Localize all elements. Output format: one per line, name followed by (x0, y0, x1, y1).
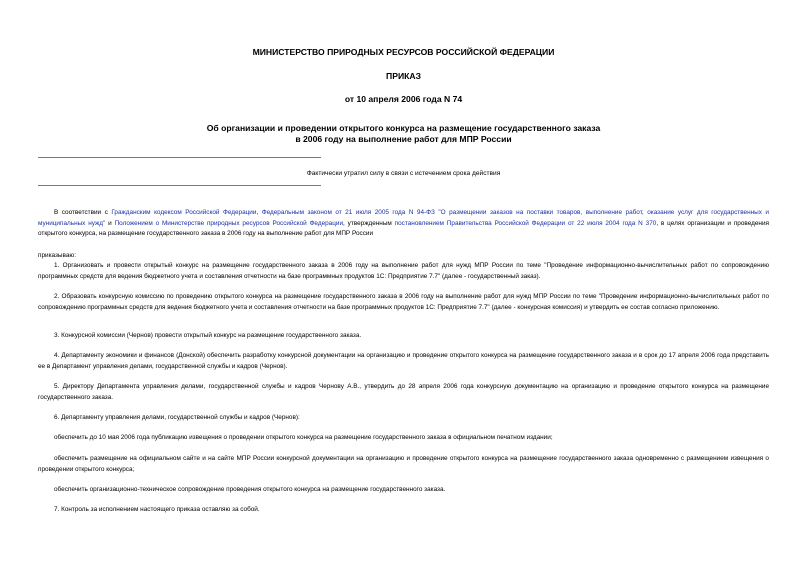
item-1: 1. Организовать и провести открытый конкурс на размещение государственного заказа в 2006 году на выполнение работ для нужд МПР России по теме "Проведение информационно-вычислительных работ по сопровождению программных средств для ведения бюджетного учета и составления отчетности на базе программных продуктов 1С: Предприятие 7.7" (далее - государственный заказ). (38, 262, 769, 280)
orders-word: приказываю: (38, 252, 76, 259)
preamble-text-3: и (105, 219, 115, 227)
government-resolution-link[interactable]: постановлением Правительства Российской Федерации от 22 июля 2004 года N 370 (394, 219, 657, 227)
item-6-sub-b: обеспечить размещение на официальном сайте и на сайте МПР России конкурсной документации на организацию и проведение открытого конкурса на размещение государственного заказа одновременно с размещением извещения о проведении открытого конкурса; (38, 455, 769, 473)
preamble-text-2: , (256, 209, 262, 216)
item-3: 3. Конкурсной комиссии (Чернов) провести открытый конкурс на размещение государственного заказа. (54, 332, 362, 339)
item-7: 7. Контроль за исполнением настоящего приказа оставляю за собой. (54, 506, 260, 513)
preamble-paragraph (38, 208, 769, 240)
document-title-line-2: в 2006 году на выполнение работ для МПР России (295, 134, 512, 144)
divider-bottom (38, 185, 321, 186)
item-6: 6. Департаменту управления делами, государственной службы и кадров (Чернов): (54, 414, 300, 421)
divider-top (38, 157, 321, 158)
item-6-sub-a: обеспечить до 10 мая 2006 года публикацию извещения о проведении открытого конкурса на размещение государственного заказа в официальном печатном издании; (54, 434, 553, 441)
preamble-text-5: , в целях организации и проведения открытого конкурса, на размещение государственного заказа в 2006 году на выполнение работ для МПР России (38, 219, 769, 237)
document-date-number: от 10 апреля 2006 года N 74 (344, 94, 463, 104)
document-type-heading: ПРИКАЗ (386, 71, 421, 81)
item-4: 4. Департаменту экономики и финансов (Донской) обеспечить разработку конкурсной документации на организацию и проведение открытого конкурса на размещение государственного заказа и в срок до 17 апреля 2006 года представить ее в Департамент управления делами, государственной службы и кадров (Чернов). (38, 352, 769, 370)
ministry-heading: МИНИСТЕРСТВО ПРИРОДНЫХ РЕСУРСОВ РОССИЙСКОЙ ФЕДЕРАЦИИ (252, 47, 555, 57)
preamble-text-1: В соответствии с (54, 209, 112, 216)
document-title-line-1: Об организации и проведении открытого конкурса на размещение государственного заказа (206, 123, 601, 133)
item-6-sub-c: обеспечить организационно-техническое сопровождение проведения открытого конкурса на размещение государственного заказа. (54, 486, 446, 493)
item-5: 5. Директору Департамента управления делами, государственной службы и кадров Чернову А.В., утвердить до 28 апреля 2006 года конкурсную документацию на организацию и проведение открытого конкурса на размещение государственного заказа. (38, 383, 769, 401)
civil-code-link[interactable]: Гражданским кодексом Российской Федерации (111, 209, 257, 216)
federal-law-94fz-link[interactable]: Федеральным законом от 21 июля 2005 года N 94-ФЗ "О размещении заказов на поставки товаров, выполнение работ, оказание услуг для государственных и муниципальных нужд" (38, 209, 769, 227)
item-2: 2. Образовать конкурсную комиссию по проведению открытого конкурса на размещение государственного заказа в 2006 году на выполнение работ для нужд МПР России по теме "Проведение информационно-вычислительных работ по сопровождению программных средств для ведения бюджетного учета и составления отчетности на базе программных продуктов 1С: Предприятие 7.7" (далее - конкурсная комиссия) и утвердить ее состав согласно приложению. (38, 293, 769, 311)
ministry-regulation-link[interactable]: Положением о Министерстве природных ресурсов Российской Федерации (114, 219, 344, 227)
status-note: Фактически утратил силу в связи с истечением срока действия (306, 170, 501, 177)
preamble-text-4: , утвержденным (343, 219, 395, 227)
